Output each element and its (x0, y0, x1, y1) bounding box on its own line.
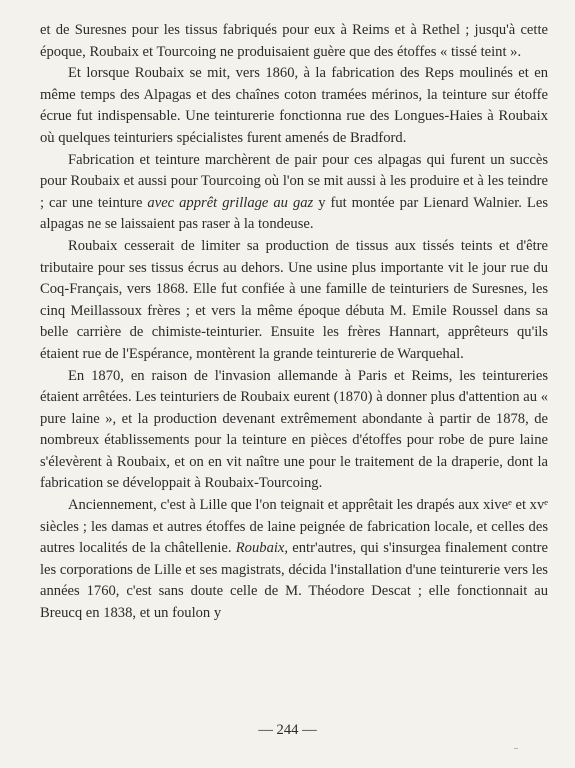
paper-speck (514, 748, 518, 749)
paragraph-text: Roubaix cesserait de limiter sa production de tissus aux tissés teints et d'être tributaire pour ses tissus écrus au dehors. Une usine plus importante vit le jour rue du Coq-Français, vers 1868. Elle fut confiée à une famille de teinturiers de Suresnes, les cinq Meillassoux frères ; et vers la même époque débuta M. Emile Roussel dans sa belle carrière de chimiste-teinturier. Ensuite les frères Hannart, apprêteurs qu'ils étaient rue de l'Espérance, montèrent la grande teinturerie de Warquehal. (40, 237, 548, 362)
body-text (40, 20, 548, 625)
page-number: — 244 — (258, 722, 317, 738)
paragraph-3 (40, 150, 548, 236)
paragraph-6 (40, 495, 548, 625)
paragraph-text: Et lorsque Roubaix se mit, vers 1860, à la fabrication des Reps moulinés et en même temps des Alpagas et des chaînes coton tramées mérinos, la teinture sur étoffe écrue fut indispensable. Une teinturerie fonctionna rue des Longues-Haies à Roubaix où quelques teinturiers spécialistes furent amenés de Bradford. (40, 65, 548, 146)
paragraph-text: et de Suresnes pour les tissus fabriqués pour eux à Reims et à Rethel ; jusqu'à cette époque, Roubaix et Tourcoing ne produisaient guère que des étoffes « tissé teint ». (40, 22, 548, 60)
paragraph-text: En 1870, en raison de l'invasion allemande à Paris et Reims, les teintureries étaient arrêtées. Les teinturiers de Roubaix eurent (1870) à donner plus d'attention au « pure laine », et la production devenant extrêmement abondante à partir de 1878, de nombreux établissements pour la teinture en pièces d'étoffes pour robe de pure laine s'élevèrent à Roubaix, et on en vit naître une pour le traitement de la draperie, dont la fabrication se développait à Roubaix-Tourcoing. (40, 367, 548, 492)
paragraph-text: Fabrication et teinture marchèrent de pair pour ces alpagas qui furent un succès pour Roubaix et aussi pour Tourcoing où l'on se mit aussi à les produire et à les teindre ; car une teinture (40, 151, 548, 211)
paragraph-2 (40, 63, 548, 149)
paragraph-4 (40, 236, 548, 366)
paragraph-5 (40, 366, 548, 496)
italic-text: avec apprêt grillage au gaz (147, 194, 314, 211)
paragraph-1 (40, 20, 548, 63)
paragraph-text: entr'autres, qui s'insurgea finalement contre les corporations de Lille et ses magistrats, décida l'installation d'une teinturerie vers les années 1760, c'est sans doute celle de M. Théodore Descat ; elle fonctionnait au Breucq en 1838, et un foulon y (40, 540, 548, 622)
italic-text: Roubaix, (235, 540, 289, 557)
paragraph-text: y fut montée par Lienard Walnier. Les alpagas ne se laissaient pas raser à la tondeuse. (40, 194, 548, 233)
paragraph-text: Anciennement, c'est à Lille que l'on teignait et apprêtait les drapés aux xiveᵉ et xvᵉ siècles ; les damas et autres étoffes de laine peignée de fabrication locale, et celles des autres localités de la châtellenie. (40, 497, 548, 557)
